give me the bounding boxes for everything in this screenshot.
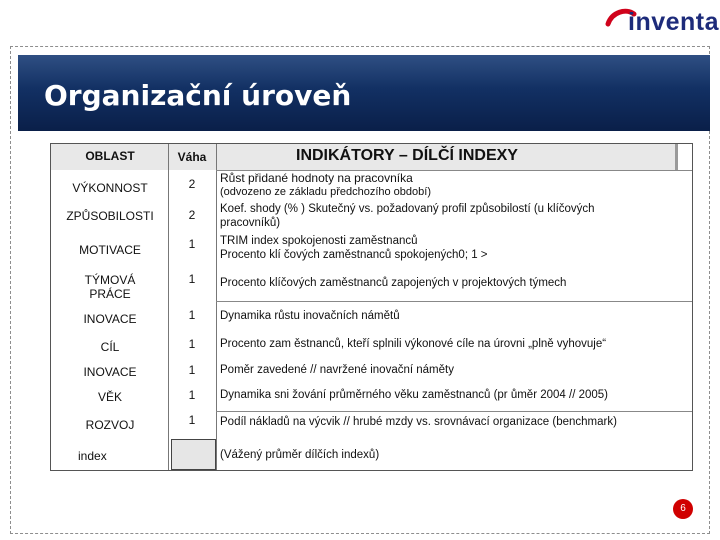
row-indicator-note: (odvozeno ze základu předchozího období)	[220, 186, 431, 198]
row-indicator	[220, 389, 690, 402]
row-oblast: INOVACE	[83, 312, 137, 326]
row-vaha: 1	[188, 308, 196, 322]
logo-text: inventa	[628, 8, 720, 36]
row-oblast: INOVACE	[83, 365, 137, 379]
row-divider	[216, 301, 692, 302]
row-indicator: Podíl nákladů na výcvik // hrubé mzdy vs. srovnávací organizace (benchmark)	[220, 416, 617, 428]
row-oblast: ZPŮSOBILOSTI	[66, 209, 154, 223]
row-vaha: 1	[188, 272, 196, 286]
row-indicator: Poměr zavedené // navržené inovační náměty	[220, 364, 454, 376]
row-oblast: ROZVOJ	[85, 418, 135, 432]
row-oblast: CÍL	[100, 340, 120, 354]
row-oblast-index: index	[78, 449, 107, 463]
row-oblast: TÝMOVÁ	[84, 273, 136, 287]
column-divider	[216, 144, 217, 470]
header-indikatory: INDIKÁTORY – DÍLČÍ INDEXY	[296, 147, 518, 164]
row-vaha: 1	[188, 388, 196, 402]
row-vaha: 1	[188, 413, 196, 427]
header-oblast: OBLAST	[85, 149, 135, 163]
row-divider	[216, 411, 692, 412]
row-indicator-note: Procento klí čových zaměstnanců spokojených0; 1 >	[220, 249, 488, 261]
inventa-logo	[604, 6, 720, 40]
row-indicator: Růst přidané hodnoty na pracovníka	[220, 171, 413, 185]
row-indicator: Dynamika růstu inovačních námětů	[220, 310, 400, 322]
row-vaha: 2	[188, 177, 196, 191]
row-oblast-line2: PRÁCE	[89, 287, 131, 301]
page-number-badge: 6	[673, 499, 693, 519]
page-title: Organizační úroveň	[44, 79, 352, 112]
row-indicator-note: pracovníků)	[220, 217, 281, 229]
row-vaha: 1	[188, 363, 196, 377]
row-indicator: Koef. shody (% ) Skutečný vs. požadovaný profil způsobilostí (u klíčových	[220, 203, 595, 215]
title-bar	[18, 55, 710, 131]
row-indicator: TRIM index spokojenosti zaměstnanců	[220, 235, 418, 247]
row-indicator: (Vážený průměr dílčích indexů)	[220, 449, 380, 461]
index-weight-box	[171, 439, 216, 470]
row-indicator-suffix: (pr ůměr 2004 // 2005)	[490, 389, 609, 401]
row-vaha: 2	[188, 208, 196, 222]
row-vaha: 1	[188, 237, 196, 251]
header-vaha: Váha	[177, 150, 207, 164]
row-indicator: Procento klíčových zaměstnanců zapojených v projektových týmech	[220, 277, 567, 289]
row-vaha: 1	[188, 337, 196, 351]
row-oblast: VĚK	[97, 390, 122, 404]
row-indicator: Procento zam ěstnanců, kteří splnili výkonové cíle na úrovni „plně vyhovuje“	[220, 338, 607, 350]
row-oblast: MOTIVACE	[79, 243, 141, 257]
row-indicator-main: Dynamika sni žování průměrného věku zaměstnanců	[220, 389, 491, 401]
row-oblast: VÝKONNOST	[72, 181, 148, 195]
